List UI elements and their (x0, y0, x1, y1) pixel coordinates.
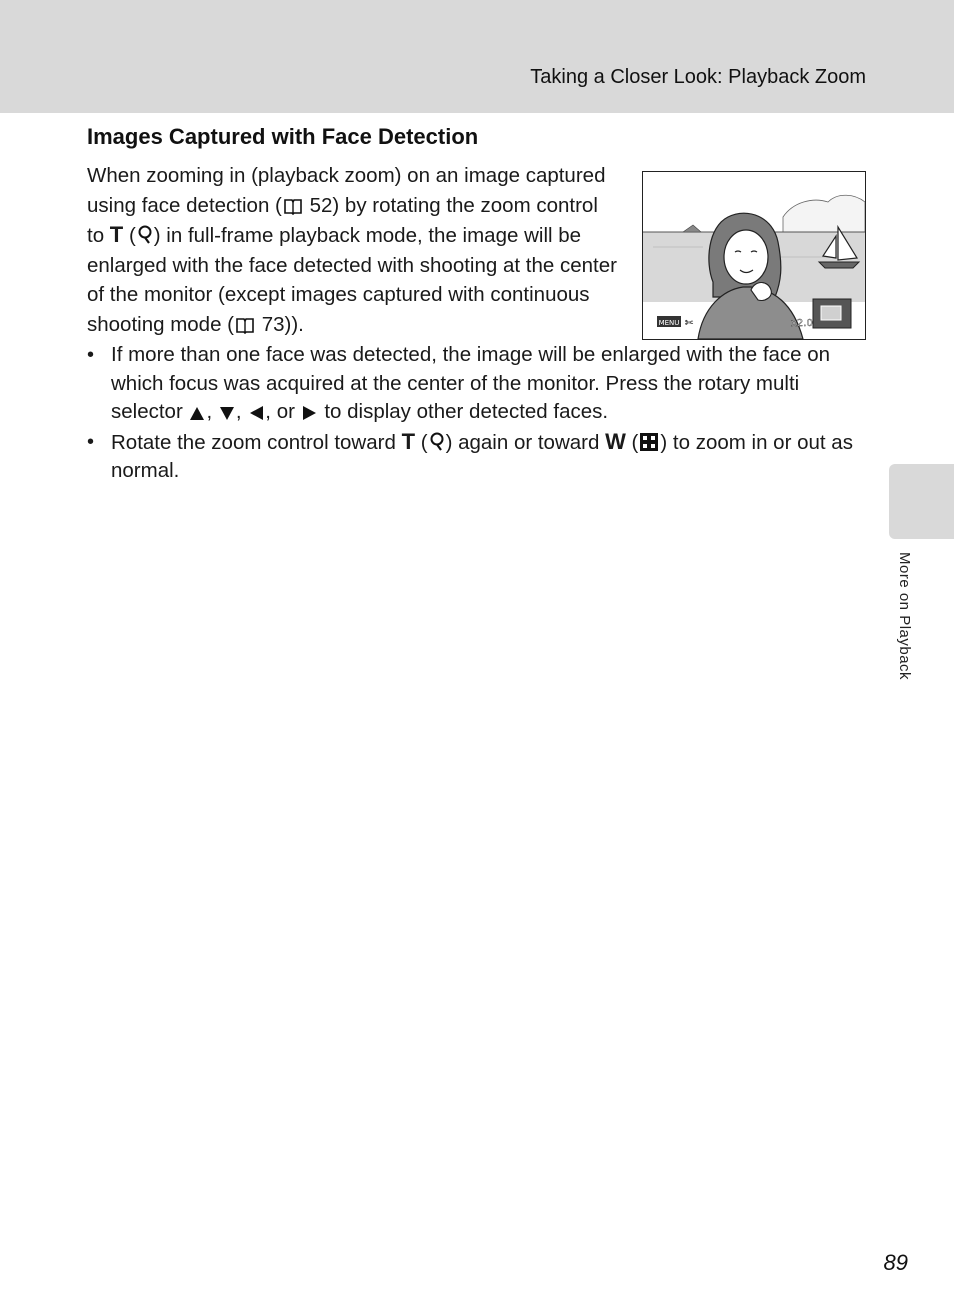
intro-ref-2: 73 (261, 312, 285, 336)
bullet-list (87, 341, 877, 487)
intro-ref-1: 52 (309, 193, 333, 217)
wide-w-icon: W (605, 428, 626, 454)
bullet-1-sep-3: , or (265, 400, 301, 423)
intro-text-1: When zooming in (playback zoom) on an image captured using face detection ( (87, 164, 606, 217)
bullet-1-text: If more than one face was detected, the image will be enlarged with the face on which focus was acquired at the center of the monitor. Press the rotary multi selector (111, 343, 831, 423)
scissors-icon: ✂ (685, 318, 694, 329)
header-band (0, 0, 954, 113)
book-reference-icon (235, 316, 255, 334)
list-item: • Rotate the zoom control toward T ( ) again or toward W ( ) to zoom in or out as normal. (87, 428, 853, 482)
side-section-label: More on Playback (896, 552, 913, 681)
arrow-left-icon (248, 405, 264, 421)
arrow-right-icon (302, 405, 318, 421)
tele-t-icon: T (109, 222, 124, 247)
side-tab (889, 464, 954, 539)
monitor-illustration (643, 172, 865, 339)
bullet-2-text-end: ) to zoom in or out as normal. (111, 430, 853, 482)
bullet-dot-icon: • (87, 344, 95, 366)
bullet-1-text-end: to display other detected faces. (318, 400, 609, 423)
section-heading: Images Captured with Face Detection (87, 124, 479, 149)
intro-paragraph: When zooming in (playback zoom) on an image captured using face detection ( 52) by rotating the zoom control to T ( ) in full-frame playback mode, the image will be enlarged with the face detected with shooting at the center of the monitor (except images captured with continuous shooting mode ( 73)). (87, 164, 617, 336)
arrow-up-icon (189, 405, 205, 421)
thumbnail-grid-icon (639, 432, 659, 452)
bullet-2-text: Rotate the zoom control toward (111, 430, 402, 454)
intro-text-3: ) in full-frame playback mode, the image will be enlarged with the face detected with shooting at the center of the monitor (except images captured with continuous shooting mode ( (87, 224, 617, 336)
bullet-1-sep-2: , (235, 400, 248, 423)
zoom-navigator-icon (821, 306, 841, 320)
zoom-readout: x2.0 (791, 318, 813, 329)
list-item (87, 341, 877, 427)
page-header-title: Taking a Closer Look: Playback Zoom (530, 66, 866, 88)
face-detection-example-image (642, 171, 866, 340)
bullet-1-sep-1: , (206, 400, 218, 423)
bullet-2-text-mid: ) again or toward (445, 430, 606, 454)
tele-t-icon: T (401, 428, 416, 454)
arrow-down-icon (219, 405, 235, 421)
bullet-dot-icon: • (87, 430, 95, 453)
zoom-magnifier-icon (429, 432, 445, 452)
intro-text-4: )). (284, 312, 304, 336)
page-number: 89 (883, 1250, 908, 1275)
book-reference-icon (283, 197, 303, 215)
zoom-magnifier-icon (137, 225, 153, 245)
intro-text-2: ) by rotating the zoom control to (87, 193, 598, 247)
menu-label: MENU (658, 319, 680, 327)
